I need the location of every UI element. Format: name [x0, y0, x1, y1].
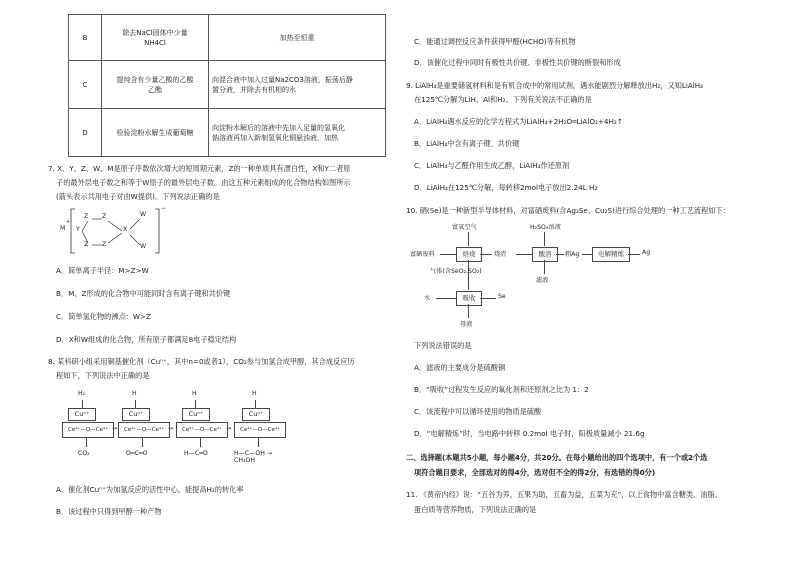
struct-metal: M — [60, 225, 66, 232]
ceria-box: Ce⁴⁺—O—Ce⁴⁺ — [234, 422, 286, 438]
cu-box: Cuⁿ⁺ — [242, 408, 270, 421]
q8-option-d: D．该催化过程中同时有极性共价键、非极性共价键的断裂和形成 — [414, 58, 621, 67]
struct-w: W — [140, 243, 147, 250]
flow-feed: 富硒废料 — [410, 251, 435, 258]
table-row-label: B — [69, 15, 102, 61]
table-cell-operation: 向混合液中加入过量Na2CO3溶液，振荡后静 置分液，并除去有机相的水 — [209, 61, 386, 109]
flow-water: 水 — [424, 295, 431, 302]
arrow-icon: → — [168, 425, 174, 432]
q7-option-d: D．X和W组成的化合物，所有原子都满足8电子稳定结构 — [56, 335, 237, 344]
q8-mechanism-diagram — [62, 390, 292, 470]
q9-stem-line1: 9. LiAlH₄是重要储氢材料和是有机合成中的常用试剂，遇水能剧烈分解释放出H₂，又知LiAlH₄ — [406, 81, 704, 90]
ceria-box: Ce⁴⁺—O—Ce⁴⁺ — [62, 422, 114, 438]
q10-option-a: A．滤液的主要成分是硫酸铜 — [414, 363, 506, 372]
cu-box: Cuⁿ⁺ — [122, 408, 150, 421]
table-row-label: C — [69, 61, 102, 109]
flow-mother: 母液 — [460, 321, 473, 328]
table-cell-method: 除去NaCl固体中少量 NH4Cl — [102, 15, 209, 61]
flow-air: 富氧空气 — [452, 224, 477, 231]
q8-stem-line1: 8. 某科研小组采用铜基催化剂（Cuⁿ⁺，其中n=0或者1），CO₂参与加氢合成甲醇，其合成反应历 — [48, 357, 355, 366]
q10-ask: 下列说法错误的是 — [414, 341, 472, 350]
q10-option-c: C．该流程中可以循环使用的物质是硫酸 — [414, 407, 542, 416]
q7-option-b: B．M、Z形成的化合物中可能同时含有离子键和共价键 — [56, 289, 231, 298]
options-table — [68, 14, 386, 157]
flow-acid: H₂SO₄溶液 — [530, 224, 561, 231]
struct-z: Z — [102, 213, 107, 220]
flow-crude-ag: 粗Ag — [565, 251, 580, 258]
q7-stem-line3: (箭头表示共用电子对由W提供)。下列说法正确的是 — [56, 192, 220, 201]
section2-line1: 二、选择题(本题共5小题，每小题4分，共20分。在每小题给出的四个选项中，有一个或2个选 — [406, 453, 708, 462]
q8-stem-line2: 程如下，下列说法中正确的是 — [56, 371, 150, 380]
flow-slag: 烧渣 — [494, 251, 507, 258]
q9-option-b: B．LiAlH₄中含有离子键、共价键 — [414, 139, 520, 148]
q10-option-b: B．“吸收”过程发生反应的氧化剂和还原剂之比为 1：2 — [414, 385, 589, 394]
q11-line2: 蛋白质等营养物质，下列说法正确的是 — [414, 505, 537, 514]
struct-z: Z — [84, 213, 89, 220]
q8-option-b: B．该过程中只得到甲醇一种产物 — [56, 507, 162, 516]
cu-box: Cuⁿ⁺ — [182, 408, 210, 421]
q9-option-d: D．LiAlH₄在125℃分解，每转移2mol电子放出2.24L H₂ — [414, 183, 598, 192]
q7-stem-line2: 子的最外层电子数之和等于W原子的最外层电子数。由这五种元素组成的化合物结构如图所示 — [56, 178, 351, 187]
bottom-label: H—C—OH → CH₃OH — [234, 450, 273, 464]
q9-option-c: C．LiAlH₄与乙醛作用生成乙醇，LiAlH₄作还原剂 — [414, 161, 570, 170]
top-label: H — [252, 390, 257, 397]
ceria-box: Ce⁴⁺—O—Ce⁴⁺ — [176, 422, 228, 438]
flow-refine-box: 电解精炼 — [592, 247, 630, 262]
table-cell-operation: 向淀粉水解后的溶液中先加入足量的氢氧化 钠溶液再加入新制氢氧化铜悬浊液，加热 — [209, 109, 386, 157]
table-cell-operation: 加热至恒重 — [209, 15, 386, 61]
q9-option-a: A．LiAlH₄遇水反应的化学方程式为LiAlH₄+2H₂O═LiAlO₂+4H₂↑ — [414, 117, 623, 126]
q11-line1: 11. 《黄帝内经》说：“五谷为养，五果为助，五畜为益，五菜为充”，以上食物中富含糖类、油脂、 — [406, 490, 722, 499]
flow-absorb-box: 吸收 — [456, 291, 482, 306]
bottom-label: CO₂ — [78, 450, 90, 457]
struct-z: Z — [102, 241, 107, 248]
q8-option-a: A．催化剂Cuⁿ⁺为加氢反应的活性中心，能提高H₂的转化率 — [56, 485, 244, 494]
struct-z: Z — [84, 241, 89, 248]
top-label: H — [192, 390, 197, 397]
bottom-label: O═C═O — [126, 450, 148, 457]
flow-leach-box: 酸溶 — [532, 247, 558, 262]
top-label: H — [132, 390, 137, 397]
flow-se: Se — [498, 293, 506, 300]
q10-stem: 10. 硒(Se)是一种新型半导体材料，对富硒废料(含Ag₂Se、Cu₂S)进行综合处理的一种工艺流程如下： — [406, 206, 730, 215]
section2-line2: 项符合题目要求，全部选对的得4分，选对但不全的得2分，有选错的得0分) — [414, 468, 656, 477]
struct-minus: − — [161, 205, 167, 212]
table-cell-method: 提纯含有少量乙酸的乙酸 乙酯 — [102, 61, 209, 109]
q7-option-a: A．简单离子半径：M>Z>W — [56, 266, 149, 275]
struct-x: X — [123, 226, 128, 233]
q7-structure-diagram — [60, 205, 170, 257]
q8-option-c: C．能通过调控反应条件获得甲醛(HCHO)等有机物 — [414, 37, 576, 46]
q7-stem-line1: 7. X、Y、Z、W、M是原子序数依次增大的短周期元素，Z的一种单质具有漂白性，X和Y二者原 — [48, 164, 351, 173]
arrow-icon: → — [112, 425, 118, 432]
bottom-label: H—C═O — [184, 450, 208, 457]
q9-stem-line2: 在125℃分解为LiH、Al和H₂。下列有关说法不正确的是 — [414, 95, 592, 104]
flow-filtrate: 滤液 — [536, 277, 549, 284]
q10-flowchart — [410, 222, 670, 332]
flow-roast-box: 焙烧 — [456, 247, 482, 262]
struct-y: Y — [76, 226, 80, 233]
q10-option-d: D．“电解精炼”时，当电路中转移 0.2mol 电子时，阳极质量减小 21.6g — [414, 429, 645, 438]
arrow-icon: → — [226, 425, 232, 432]
struct-charge: + — [66, 219, 71, 225]
table-cell-method: 检验淀粉水解生成葡萄糖 — [102, 109, 209, 157]
q7-option-c: C．简单氢化物的沸点：W>Z — [56, 312, 151, 321]
flow-ag: Ag — [642, 249, 651, 256]
struct-w: W — [140, 211, 147, 218]
table-row-label: D — [69, 109, 102, 157]
cu-box: Cuⁿ⁺ — [68, 408, 96, 421]
top-label: H₂ — [78, 390, 86, 397]
ceria-box: Ce⁴⁺—O—Ce⁴⁺ — [118, 422, 170, 438]
flow-gas: 气体(含SeO₂,SO₂) — [430, 268, 482, 275]
